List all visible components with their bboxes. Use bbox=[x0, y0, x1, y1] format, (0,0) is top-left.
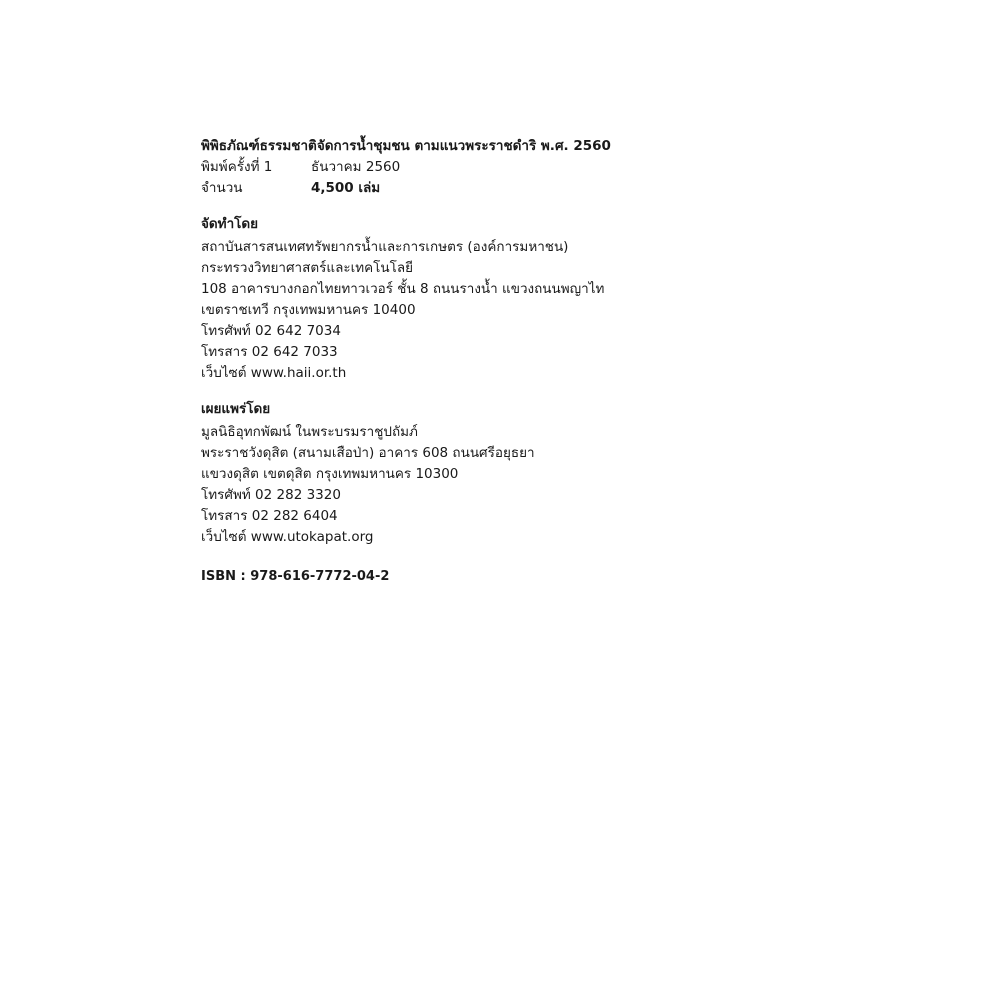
distributed-by-line: พระราชวังดุสิต (สนามเสือป่า) อาคาร 608 ถนนศรีอยุธยา bbox=[201, 445, 535, 461]
produced-by-line: 108 อาคารบางกอกไทยทาวเวอร์ ชั้น 8 ถนนรางน้ำ แขวงถนนพญาไท bbox=[201, 281, 605, 297]
quantity-label: จำนวน bbox=[201, 180, 243, 196]
distributed-by-section bbox=[201, 399, 901, 548]
quantity-row bbox=[201, 178, 901, 199]
isbn: ISBN : 978-616-7772-04-2 bbox=[201, 569, 390, 584]
distributed-by-line: มูลนิธิอุทกพัฒน์ ในพระบรมราชูปถัมภ์ bbox=[201, 424, 418, 440]
produced-by-section bbox=[201, 214, 901, 384]
produced-by-fax: โทรสาร 02 642 7033 bbox=[201, 344, 338, 360]
edition-row bbox=[201, 157, 901, 178]
produced-by-website: เว็บไซต์ www.haii.or.th bbox=[201, 365, 347, 381]
produced-by-phone: โทรศัพท์ 02 642 7034 bbox=[201, 323, 341, 339]
imprint-block bbox=[201, 136, 901, 587]
edition-label: พิมพ์ครั้งที่ 1 bbox=[201, 159, 273, 175]
produced-by-line: กระทรวงวิทยาศาสตร์และเทคโนโลยี bbox=[201, 260, 414, 276]
distributed-by-heading: เผยแพร่โดย bbox=[201, 401, 271, 417]
produced-by-line: สถาบันสารสนเทศทรัพยากรน้ำและการเกษตร (องค์การมหาชน) bbox=[201, 239, 569, 255]
quantity-value: 4,500 เล่ม bbox=[311, 180, 381, 196]
distributed-by-line: แขวงดุสิต เขตดุสิต กรุงเทพมหานคร 10300 bbox=[201, 466, 459, 482]
distributed-by-phone: โทรศัพท์ 02 282 3320 bbox=[201, 487, 341, 503]
produced-by-heading: จัดทำโดย bbox=[201, 216, 259, 232]
edition-value: ธันวาคม 2560 bbox=[311, 159, 401, 175]
distributed-by-website: เว็บไซต์ www.utokapat.org bbox=[201, 529, 374, 545]
distributed-by-fax: โทรสาร 02 282 6404 bbox=[201, 508, 338, 524]
produced-by-line: เขตราชเทวี กรุงเทพมหานคร 10400 bbox=[201, 302, 416, 318]
book-title: พิพิธภัณฑ์ธรรมชาติจัดการน้ำชุมชน ตามแนวพระราชดำริ พ.ศ. 2560 bbox=[201, 138, 611, 154]
